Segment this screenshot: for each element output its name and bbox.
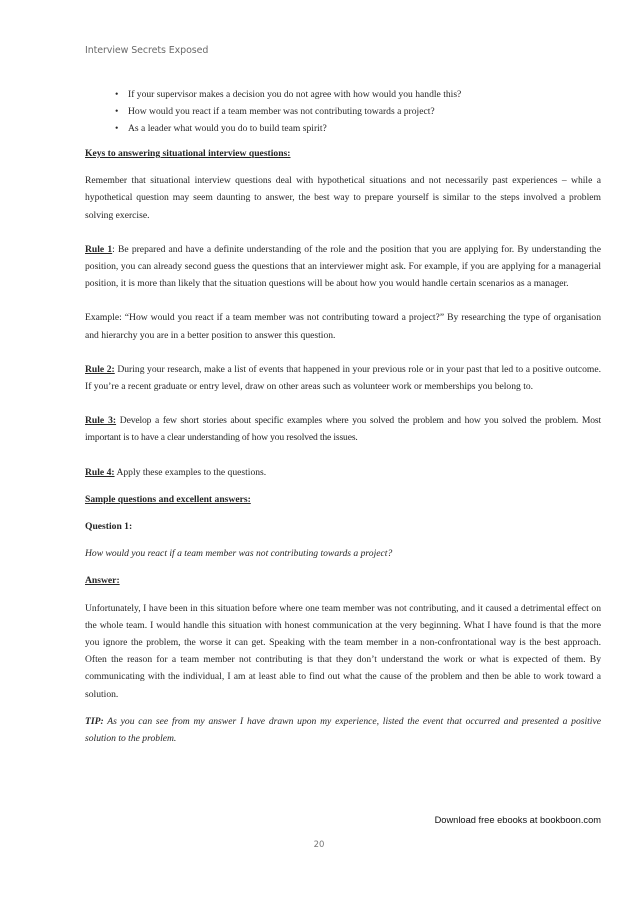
list-item: • How would you react if a team member was not contributing towards a project? <box>128 103 601 120</box>
question-1-text: How would you react if a team member was not contributing towards a project? <box>85 548 393 560</box>
tip-label: TIP: <box>85 715 104 727</box>
answer-label: Answer: <box>85 575 120 587</box>
list-item: • As a leader what would you do to build team spirit? <box>128 120 601 137</box>
rule-4-paragraph <box>85 464 601 481</box>
intro-paragraph: Remember that situational interview questions deal with hypothetical situations and not necessarily past experiences – while a hypothetical question may seem daunting to answer, the best way to prepare yourself is similar to the steps involved a problem solving exercise. <box>85 175 601 221</box>
sample-heading: Sample questions and excellent answers: <box>85 493 251 505</box>
rule-4-label: Rule 4: <box>85 466 115 478</box>
list-item: • If your supervisor makes a decision you do not agree with how would you handle this? <box>128 86 601 103</box>
rule-3-text: Develop a few short stories about specific examples where you solved the problem and how you solved the problem. Most important is to have a clear understanding of how you resolved the issues. <box>85 415 602 444</box>
keys-heading: Keys to answering situational interview questions: <box>85 148 291 159</box>
rule-1-label: Rule 1 <box>85 243 113 255</box>
example-paragraph: Example: “How would you react if a team member was not contributing toward a project?” By researching the type of organisation and hierarchy you are in a better position to answer this question. <box>85 312 601 341</box>
question-1-label: Question 1: <box>85 521 133 533</box>
tip-paragraph <box>85 713 601 747</box>
tip-text: As you can see from my answer I have drawn upon my experience, listed the event that occurred and presented a positive solution to the problem. <box>85 715 601 745</box>
rule-2-label: Rule 2: <box>85 363 115 375</box>
rule-3-paragraph <box>85 412 601 446</box>
page-number: 20 <box>313 840 325 850</box>
rule-1-text: : Be prepared and have a definite understanding of the role and the position that you are applying for. By understanding the position, you can already second guess the questions that an interviewer might ask. For example, if you are applying for a managerial position, it is more than likely that the situation questions will be about how you would handle certain scenarios as a manager. <box>85 243 601 290</box>
question-bullet-list <box>85 86 601 137</box>
page-body <box>85 86 601 747</box>
rule-3-label: Rule 3: <box>85 415 117 427</box>
rule-4-text: Apply these examples to the questions. <box>114 466 267 478</box>
download-ebooks-link[interactable]: Download free ebooks at bookboon.com <box>434 815 601 825</box>
rule-2-paragraph <box>85 361 601 395</box>
rule-2-text: During your research, make a list of events that happened in your previous role or in your past that led to a positive outcome. If you’re a recent graduate or entry level, draw on other areas such as volunteer work or memberships you belong to. <box>85 363 601 393</box>
answer-paragraph: Unfortunately, I have been in this situation before where one team member was not contributing, and it caused a detrimental effect on the whole team. I would handle this situation with honest communication at the very beginning. What I have found is that the more you ignore the problem, the worse it can get. Speaking with the team member in a non-confrontational way is the best approach. Often the reason for a team member not contributing is that they don’t understand the work or what is expected of them. By communicating with the individual, I am at least able to find out what the cause of the problem and then be able to work toward a solution. <box>85 602 601 700</box>
rule-1-paragraph <box>85 241 601 293</box>
running-header: Interview Secrets Exposed <box>85 45 209 56</box>
